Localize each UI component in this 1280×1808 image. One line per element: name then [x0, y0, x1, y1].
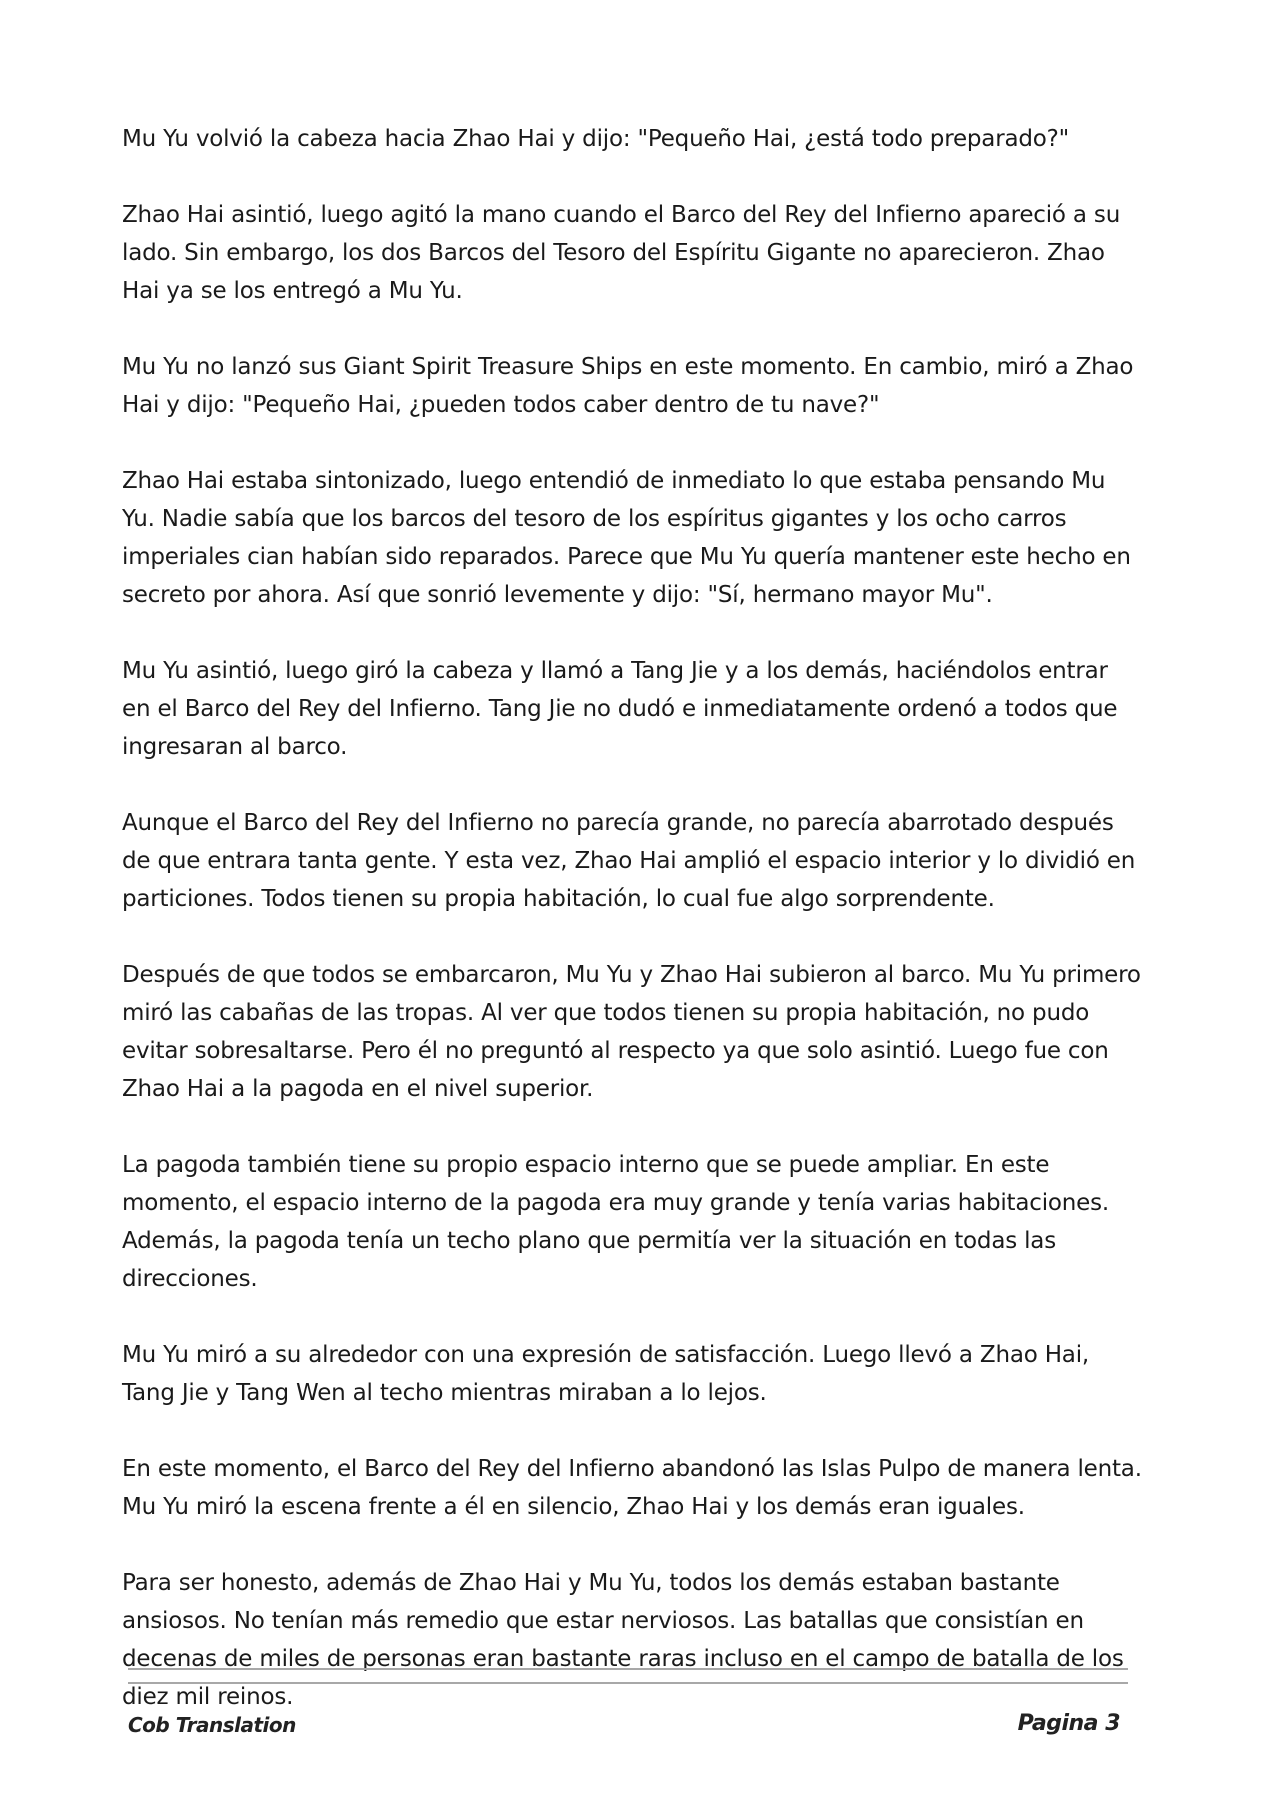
paragraph: Zhao Hai asintió, luego agitó la mano cuando el Barco del Rey del Infierno apareció a su lado. Sin embargo, los dos Barcos del Tesoro del Espíritu Gigante no aparecieron. Zhao Hai ya se los entregó a Mu Yu. [122, 202, 1121, 304]
paragraph: Mu Yu volvió la cabeza hacia Zhao Hai y dijo: "Pequeño Hai, ¿está todo preparado?" [122, 126, 1070, 152]
paragraph: Zhao Hai estaba sintonizado, luego entendió de inmediato lo que estaba pensando Mu Yu. Nadie sabía que los barcos del tesoro de los espíritus gigantes y los ocho carros imperiales cian habían sido reparados. Parece que Mu Yu quería mantener este hecho en secreto por ahora. Así que sonrió levemente y dijo: "Sí, hermano mayor Mu". [122, 468, 1131, 608]
paragraph: Mu Yu no lanzó sus Giant Spirit Treasure Ships en este momento. En cambio, miró a Zhao Hai y dijo: "Pequeño Hai, ¿pueden todos caber dentro de tu nave?" [122, 354, 1134, 418]
paragraph: Para ser honesto, además de Zhao Hai y Mu Yu, todos los demás estaban bastante ansiosos. No tenían más remedio que estar nerviosos. Las batallas que consistían en decenas de miles de personas eran bastante raras incluso en el campo de batalla de los diez mil reinos. [122, 1570, 1124, 1710]
paragraph: La pagoda también tiene su propio espacio interno que se puede ampliar. En este momento, el espacio interno de la pagoda era muy grande y tenía varias habitaciones. Además, la pagoda tenía un techo plano que permitía ver la situación en todas las direcciones. [122, 1152, 1110, 1292]
paragraph: Mu Yu asintió, luego giró la cabeza y llamó a Tang Jie y a los demás, haciéndolos entrar en el Barco del Rey del Infierno. Tang Jie no dudó e inmediatamente ordenó a todos que ingresaran al barco. [122, 658, 1118, 760]
footer-divider-bottom [128, 1682, 1128, 1684]
footer-page-number: Pagina 3 [1017, 1711, 1120, 1736]
paragraph: Aunque el Barco del Rey del Infierno no parecía grande, no parecía abarrotado después de que entrara tanta gente. Y esta vez, Zhao Hai amplió el espacio interior y lo dividió en particiones. Todos tienen su propia habitación, lo cual fue algo sorprendente. [122, 810, 1136, 912]
paragraph: Mu Yu miró a su alrededor con una expresión de satisfacción. Luego llevó a Zhao Hai, Tang Jie y Tang Wen al techo mientras miraban a lo lejos. [122, 1342, 1089, 1406]
paragraph: En este momento, el Barco del Rey del Infierno abandonó las Islas Pulpo de manera lenta. Mu Yu miró la escena frente a él en silencio, Zhao Hai y los demás eran iguales. [122, 1456, 1142, 1520]
document-body [122, 120, 1142, 1754]
paragraph: Después de que todos se embarcaron, Mu Yu y Zhao Hai subieron al barco. Mu Yu primero miró las cabañas de las tropas. Al ver que todos tienen su propia habitación, no pudo evitar sobresaltarse. Pero él no preguntó al respecto ya que solo asintió. Luego fue con Zhao Hai a la pagoda en el nivel superior. [122, 962, 1141, 1102]
footer-translator-credit: Cob Translation [128, 1713, 296, 1737]
footer-divider-top [128, 1668, 1128, 1670]
